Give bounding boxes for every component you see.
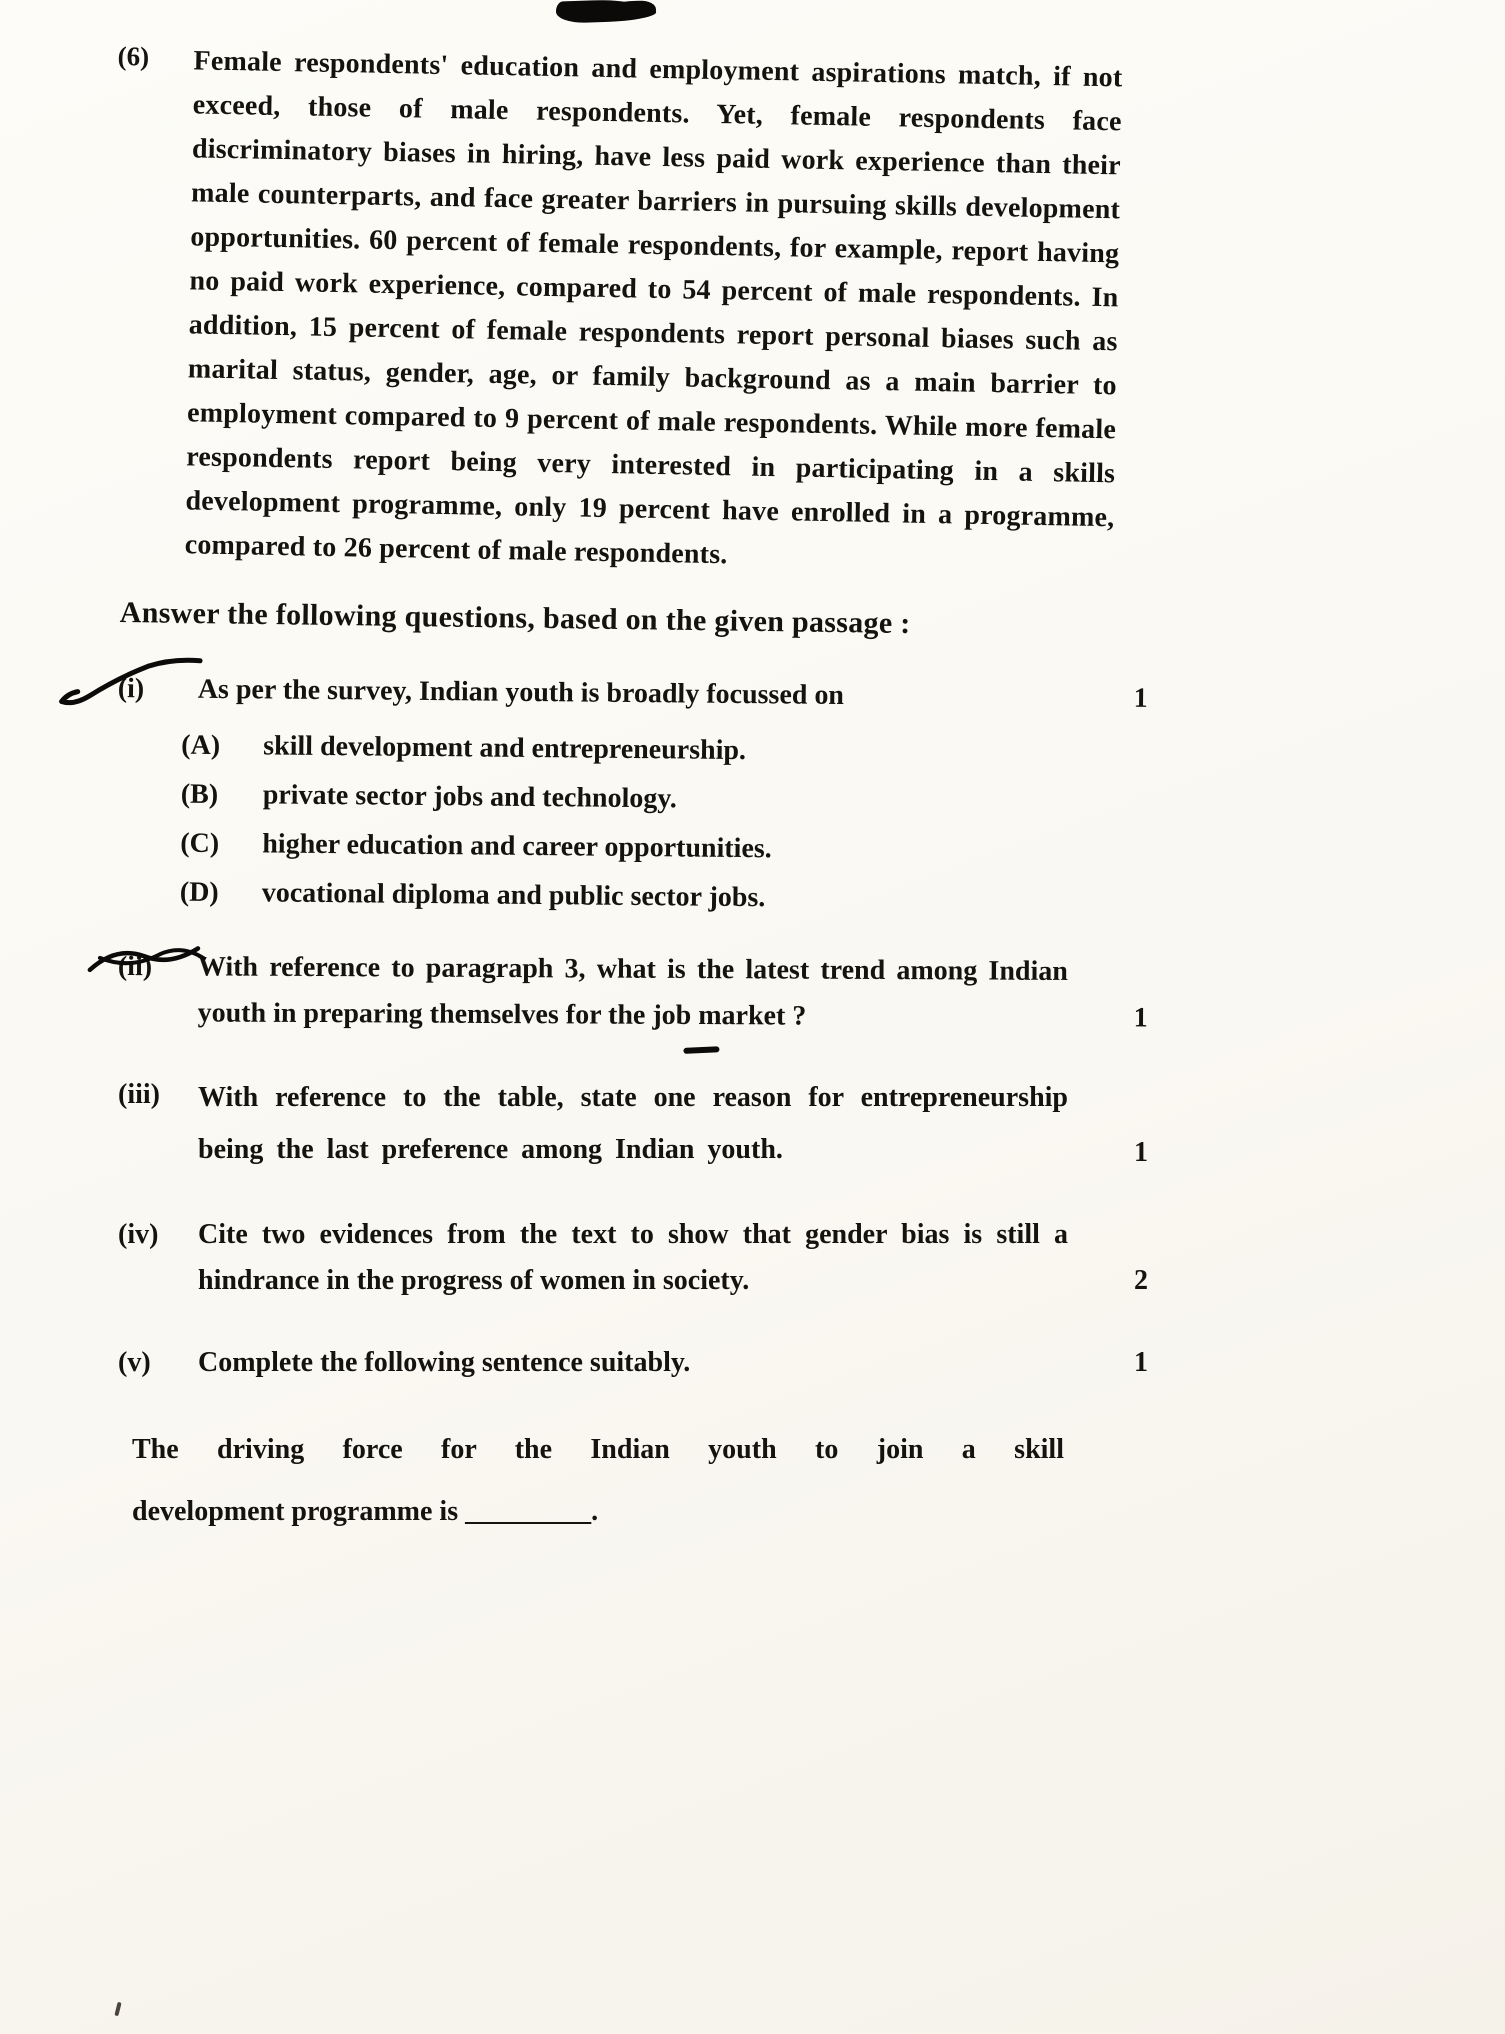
question-number: (v) [118,1347,151,1378]
instruction-heading: Answer the following questions, based on the given passage : [119,596,911,641]
question-row [118,1212,1148,1304]
question-number: (iv) [118,1219,159,1250]
question-row [118,666,1148,722]
question-v [118,1340,1148,1386]
passage-text: Female respondents' education and employment aspirations match, if not exceed, those of male respondents. Yet, female respondents face discriminatory biases in hiring, have less paid work experience than their male counterparts, and face greater barriers in pursuing skills development opportunities. 60 percent of female respondents, for example, report having no paid work experience, compared to 54 percent of male respondents. In addition, 15 percent of female respondents report personal biases such as marital status, gender, age, or family background as a main barrier to employment compared to 9 percent of male respondents. While more female respondents report being very interested in participating in a skills development programme, only 19 percent have enrolled in a programme, compared to 26 percent of male respondents. [184,45,1123,571]
option-label: (A) [181,729,221,761]
question-text: As per the survey, Indian youth is broadly focussed on [197,673,845,711]
option-label: (B) [180,778,219,810]
option-c [180,828,1146,869]
question-text: With reference to paragraph 3, what is the latest trend among Indian youth in preparing themselves for the job market ? [197,951,1068,1032]
question-row [118,1072,1148,1176]
page-content [118,38,1148,1536]
scan-ink-smudge-icon [610,0,657,20]
option-text: private sector jobs and technology. [262,779,677,815]
option-text: skill development and entrepreneurship. [263,730,747,767]
question-text: Complete the following sentence suitably. [198,1347,691,1378]
option-text: vocational diploma and public sector jobs. [261,877,766,914]
completion-line-2: development programme is _________. [132,1496,599,1527]
marks-value: 1 [1134,1347,1148,1378]
completion-line-1: The driving force for the Indian youth to join a skill [132,1434,1064,1465]
option-text: higher education and career opportunities. [262,828,772,865]
question-number: (i) [117,672,145,705]
passage-row [108,38,1123,584]
passage-section [108,38,1148,585]
question-row [118,1340,1148,1386]
scan-ink-smudge-icon [556,0,653,24]
option-label: (D) [179,876,219,908]
question-ii [118,944,1148,1041]
marks-value: 1 [1133,682,1148,714]
options-list [180,730,1148,918]
completion-sentence [132,1426,1064,1536]
question-text: With reference to the table, state one reason for entrepreneurship being the last preference among Indian youth. [198,1082,1068,1165]
stray-pen-mark [683,1046,719,1054]
option-label: (C) [180,827,220,859]
scan-speck [114,2002,121,2017]
question-number: (iii) [118,1079,160,1110]
question-iii [118,1072,1148,1176]
option-d [180,877,1146,918]
question-iv [118,1212,1148,1304]
marks-value: 1 [1134,1137,1148,1168]
paragraph-number: (6) [117,40,150,72]
question-row [118,944,1148,1041]
marks-value: 2 [1134,1265,1148,1296]
option-a [181,730,1147,771]
question-text: Cite two evidences from the text to show that gender bias is still a hindrance in the progress of women in society. [198,1219,1068,1296]
marks-value: 1 [1133,1002,1148,1034]
question-number: (ii) [117,950,153,983]
question-i [116,666,1148,918]
option-b [181,779,1147,820]
